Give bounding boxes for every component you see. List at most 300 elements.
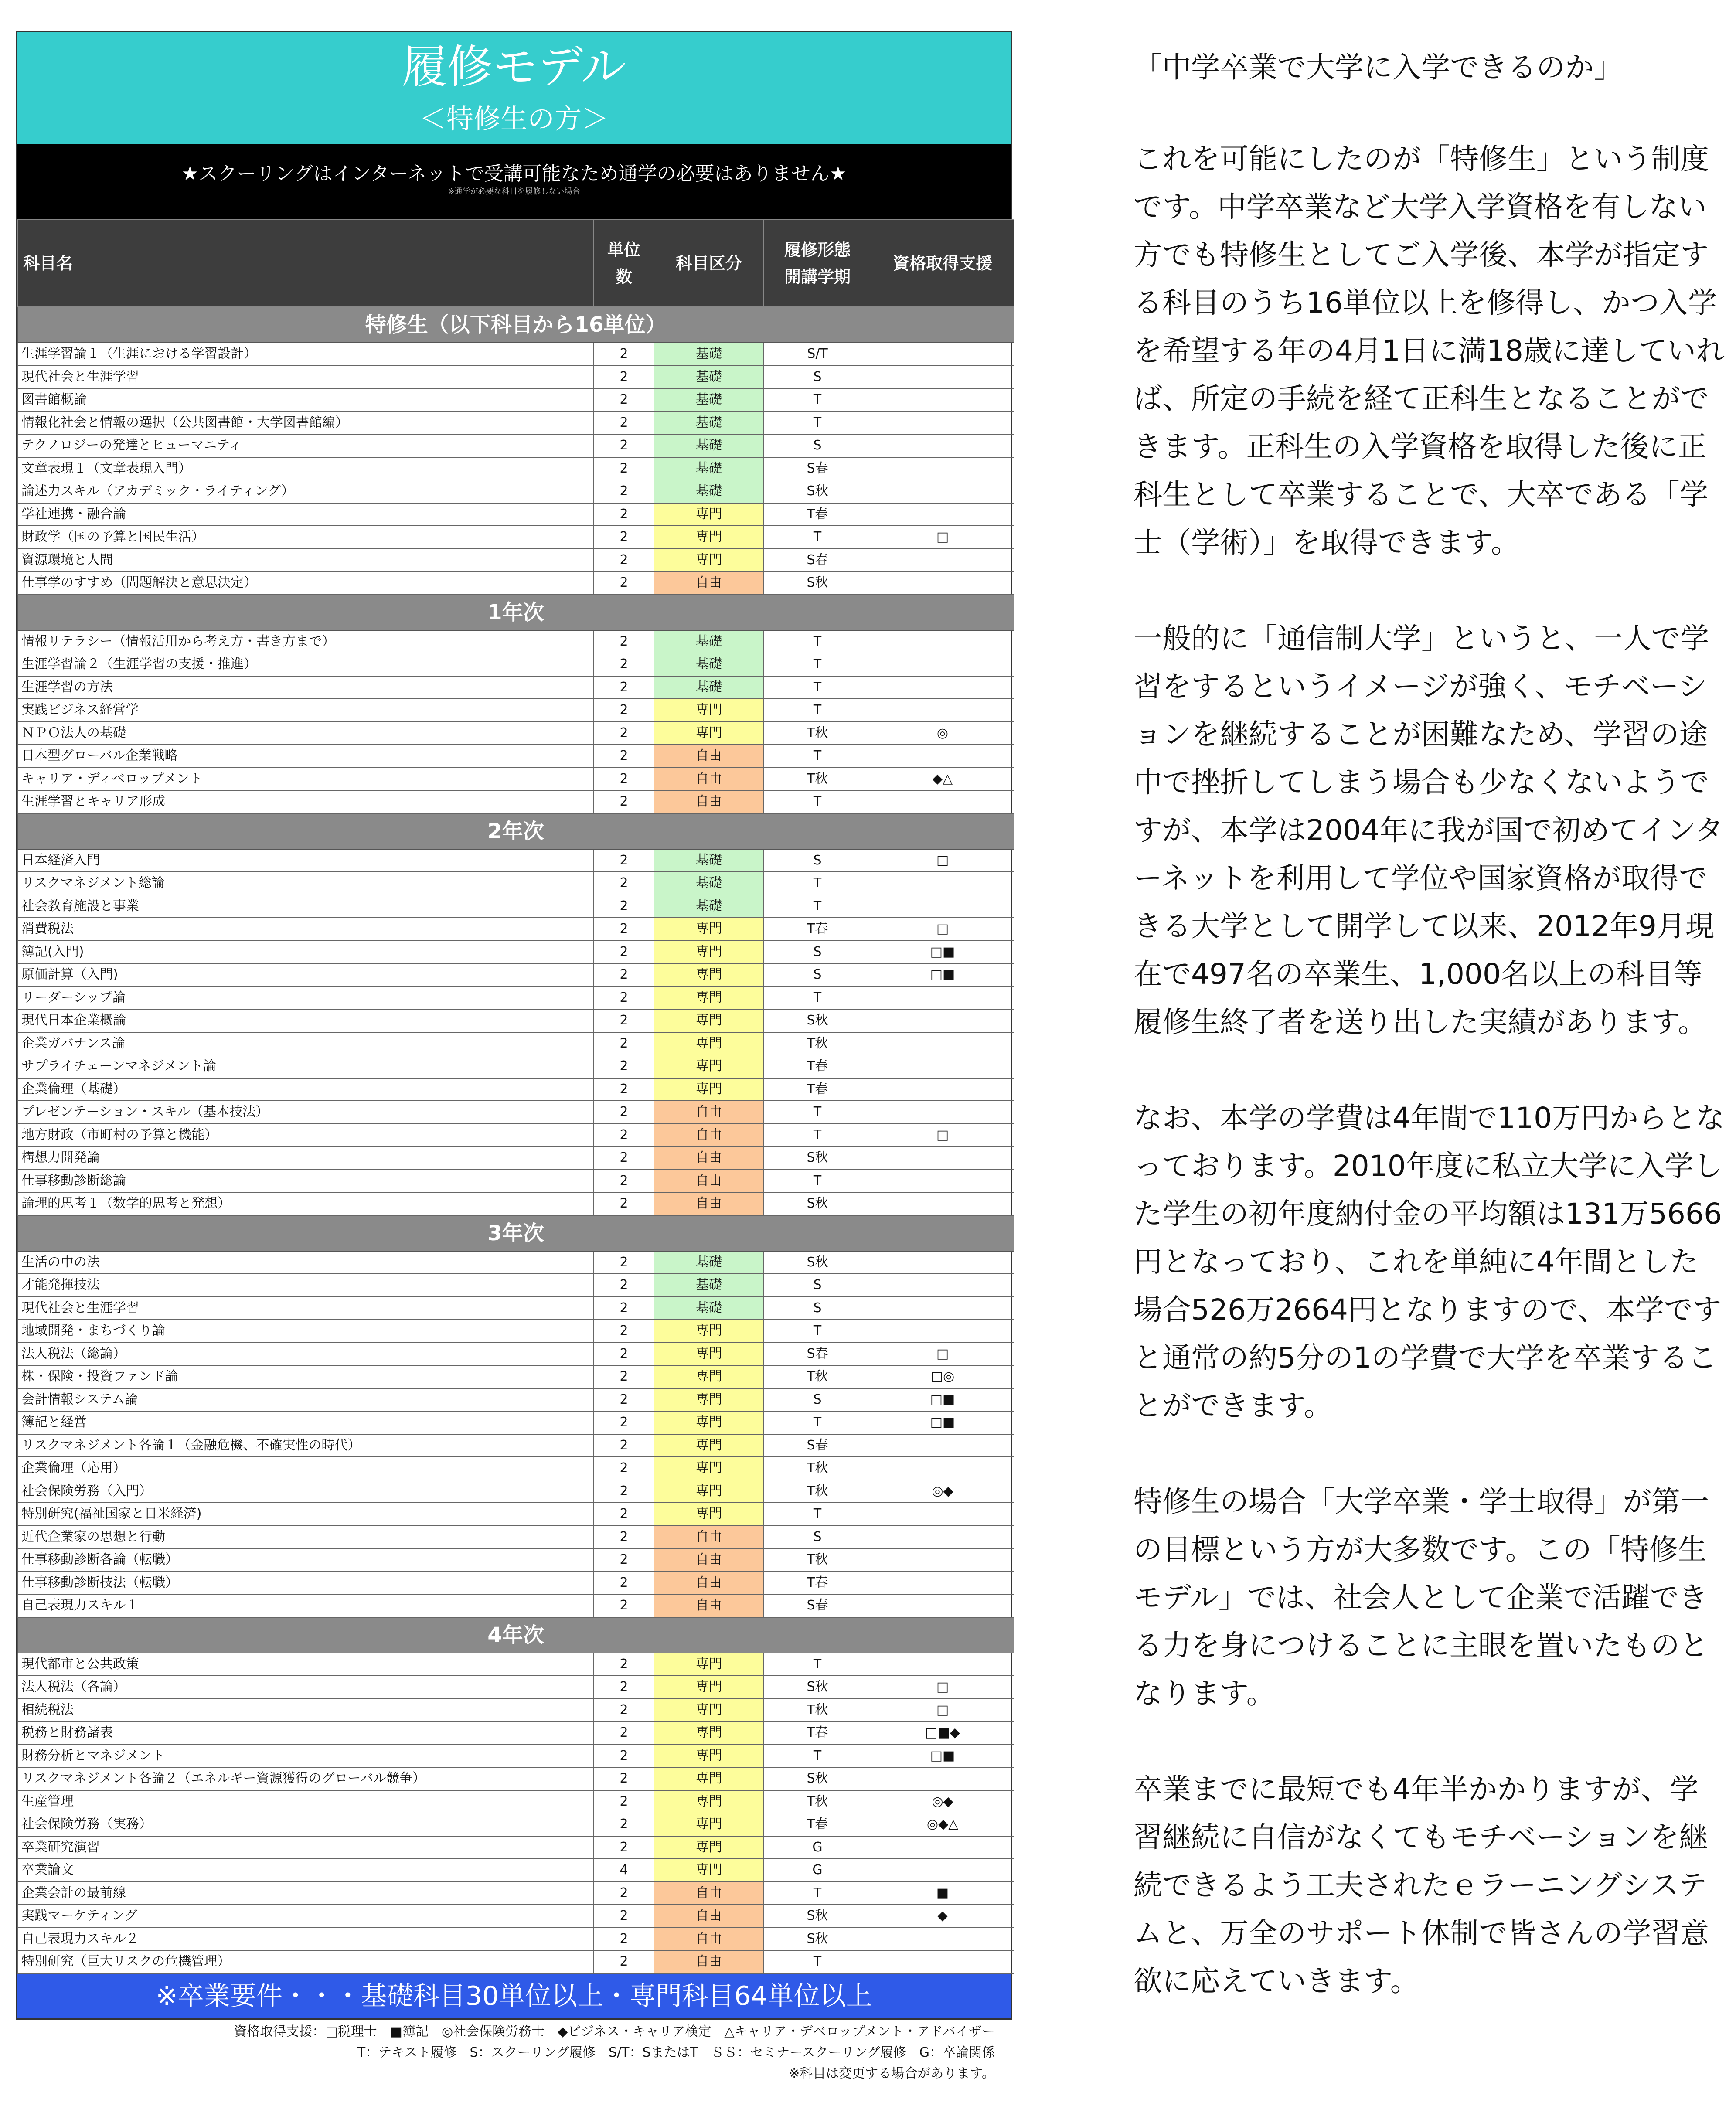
term-cell: S	[764, 1297, 871, 1320]
course-name-cell: 卒業研究演習	[17, 1836, 594, 1859]
support-cell	[871, 503, 1014, 526]
course-name-cell: プレゼンテーション・スキル（基本技法）	[17, 1101, 594, 1124]
course-name-cell: 地域開発・まちづくり論	[17, 1320, 594, 1343]
support-cell	[871, 434, 1014, 457]
support-cell	[871, 549, 1014, 572]
course-name-cell: 生涯学習論１（生涯における学習設計）	[17, 343, 594, 366]
units-cell: 2	[594, 1388, 654, 1412]
table-row	[17, 1480, 1014, 1503]
course-name-cell: 社会教育施設と事業	[17, 895, 594, 918]
units-cell: 2	[594, 1503, 654, 1526]
category-cell: 専門	[654, 918, 764, 941]
units-cell: 2	[594, 1251, 654, 1274]
term-cell: T春	[764, 1055, 871, 1078]
table-header-row	[17, 220, 1014, 307]
term-cell: S	[764, 963, 871, 987]
term-cell: T秋	[764, 1457, 871, 1480]
support-cell	[871, 1859, 1014, 1882]
units-cell: 2	[594, 1905, 654, 1928]
term-cell: T	[764, 987, 871, 1010]
table-row	[17, 1147, 1014, 1170]
category-cell: 基礎	[654, 412, 764, 435]
units-cell: 2	[594, 1297, 654, 1320]
term-cell: T春	[764, 1078, 871, 1101]
category-cell: 専門	[654, 1767, 764, 1790]
units-cell: 2	[594, 366, 654, 389]
table-row	[17, 1320, 1014, 1343]
table-row	[17, 849, 1014, 872]
course-name-cell: 株・保険・投資ファンド論	[17, 1365, 594, 1388]
course-name-cell: 税務と財務諸表	[17, 1722, 594, 1745]
term-cell: T秋	[764, 1790, 871, 1813]
section-title: 3年次	[17, 1215, 1014, 1251]
column-header-support: 資格取得支援	[871, 220, 1014, 307]
units-cell: 2	[594, 526, 654, 549]
course-name-cell: 近代企業家の思想と行動	[17, 1526, 594, 1549]
category-cell: 自由	[654, 768, 764, 791]
support-cell	[871, 1078, 1014, 1101]
table-row	[17, 722, 1014, 745]
support-cell	[871, 790, 1014, 813]
category-cell: 専門	[654, 1343, 764, 1366]
support-cell	[871, 1767, 1014, 1790]
category-cell: 専門	[654, 963, 764, 987]
term-cell: S	[764, 941, 871, 964]
table-row	[17, 1859, 1014, 1882]
section-header-row	[17, 1617, 1014, 1653]
term-cell: T春	[764, 918, 871, 941]
term-cell: S秋	[764, 480, 871, 503]
table-row	[17, 653, 1014, 676]
support-cell	[871, 1836, 1014, 1859]
units-cell: 2	[594, 1434, 654, 1457]
units-cell: 2	[594, 480, 654, 503]
term-cell: S春	[764, 549, 871, 572]
course-name-cell: リーダーシップ論	[17, 987, 594, 1010]
units-cell: 2	[594, 1548, 654, 1572]
category-cell: 自由	[654, 1594, 764, 1617]
units-cell: 2	[594, 1009, 654, 1032]
units-cell: 4	[594, 1859, 654, 1882]
course-name-cell: 仕事移動診断技法（転職）	[17, 1572, 594, 1595]
category-cell: 専門	[654, 1503, 764, 1526]
category-cell: 自由	[654, 1192, 764, 1215]
category-cell: 専門	[654, 1032, 764, 1055]
term-cell: T	[764, 1124, 871, 1147]
category-cell: 専門	[654, 1055, 764, 1078]
category-cell: 専門	[654, 1411, 764, 1434]
title-banner	[17, 32, 1011, 144]
support-cell	[871, 457, 1014, 480]
page-title: 履修モデル	[402, 40, 626, 93]
support-cell	[871, 1320, 1014, 1343]
term-cell: T	[764, 745, 871, 768]
table-row	[17, 676, 1014, 699]
category-cell: 基礎	[654, 872, 764, 895]
support-cell	[871, 1101, 1014, 1124]
table-row	[17, 699, 1014, 722]
category-cell: 基礎	[654, 343, 764, 366]
units-cell: 2	[594, 987, 654, 1010]
category-cell: 自由	[654, 1124, 764, 1147]
term-cell: T	[764, 699, 871, 722]
support-cell: □	[871, 1343, 1014, 1366]
section-header-row	[17, 307, 1014, 343]
term-cell: S秋	[764, 1009, 871, 1032]
table-row	[17, 526, 1014, 549]
category-cell: 基礎	[654, 366, 764, 389]
course-name-cell: 生涯学習とキャリア形成	[17, 790, 594, 813]
category-cell: 専門	[654, 987, 764, 1010]
term-cell: S秋	[764, 1676, 871, 1699]
units-cell: 2	[594, 768, 654, 791]
term-cell: T	[764, 630, 871, 653]
support-cell	[871, 1170, 1014, 1193]
table-row	[17, 1745, 1014, 1768]
table-row	[17, 1032, 1014, 1055]
course-name-cell: 企業倫理（応用）	[17, 1457, 594, 1480]
term-cell: S秋	[764, 1905, 871, 1928]
legend-notes	[16, 2020, 1012, 2084]
units-cell: 2	[594, 457, 654, 480]
category-cell: 専門	[654, 1078, 764, 1101]
units-cell: 2	[594, 1836, 654, 1859]
course-name-cell: 企業倫理（基礎）	[17, 1078, 594, 1101]
support-cell	[871, 676, 1014, 699]
units-cell: 2	[594, 434, 654, 457]
category-cell: 専門	[654, 549, 764, 572]
term-cell: T	[764, 790, 871, 813]
category-cell: 基礎	[654, 1251, 764, 1274]
units-cell: 2	[594, 630, 654, 653]
course-name-cell: 才能発揮技法	[17, 1274, 594, 1297]
units-cell: 2	[594, 549, 654, 572]
article-paragraph: 一般的に「通信制大学」というと、一人で学習をするというイメージが強く、モチベーションを継続することが困難なため、学習の途中で挫折してしまう場合も少なくないようですが、本学は2004年に我が国で初めてインターネットを利用して学位や国家資格が取得できる大学として開学して以来、2012年9月現在で497名の卒業生、1,000名以上の科目等履修生終了者を送り出した実績があります。	[1134, 622, 1724, 1039]
term-cell: S秋	[764, 1767, 871, 1790]
course-name-cell: 現代都市と公共政策	[17, 1653, 594, 1676]
course-name-cell: 法人税法（総論）	[17, 1343, 594, 1366]
table-row	[17, 1905, 1014, 1928]
support-cell	[871, 1928, 1014, 1951]
term-cell: T	[764, 895, 871, 918]
table-row	[17, 1192, 1014, 1215]
category-cell: 基礎	[654, 676, 764, 699]
category-cell: 専門	[654, 1653, 764, 1676]
category-cell: 専門	[654, 699, 764, 722]
term-cell: S/T	[764, 343, 871, 366]
support-cell	[871, 653, 1014, 676]
category-cell: 自由	[654, 1147, 764, 1170]
table-row	[17, 1950, 1014, 1973]
term-cell: T春	[764, 1722, 871, 1745]
course-name-cell: 論述力スキル（アカデミック・ライティング）	[17, 480, 594, 503]
course-name-cell: 特別研究(福祉国家と日米経済)	[17, 1503, 594, 1526]
course-name-cell: 簿記(入門)	[17, 941, 594, 964]
course-name-cell: 自己表現力スキル１	[17, 1594, 594, 1617]
article-text	[1134, 44, 1726, 2053]
term-cell: T	[764, 1101, 871, 1124]
term-cell: S秋	[764, 1251, 871, 1274]
table-row	[17, 1813, 1014, 1836]
category-cell: 自由	[654, 1572, 764, 1595]
course-name-cell: 生活の中の法	[17, 1251, 594, 1274]
units-cell: 2	[594, 1882, 654, 1905]
table-row	[17, 412, 1014, 435]
table-row	[17, 1526, 1014, 1549]
units-cell: 2	[594, 1790, 654, 1813]
term-cell: S秋	[764, 1147, 871, 1170]
term-cell: S	[764, 1274, 871, 1297]
term-cell: T	[764, 388, 871, 412]
support-cell: □■◆	[871, 1722, 1014, 1745]
term-cell: T	[764, 1411, 871, 1434]
category-cell: 専門	[654, 1480, 764, 1503]
course-name-cell: リスクマネジメント各論２（エネルギー資源獲得のグローバル競争）	[17, 1767, 594, 1790]
column-header-units-line1: 単位	[607, 240, 640, 259]
course-name-cell: 財務分析とマネジメント	[17, 1745, 594, 1768]
support-cell	[871, 1950, 1014, 1973]
term-cell: T春	[764, 1813, 871, 1836]
table-row	[17, 1365, 1014, 1388]
course-name-cell: 現代社会と生涯学習	[17, 1297, 594, 1320]
table-row	[17, 963, 1014, 987]
section-title: 2年次	[17, 813, 1014, 849]
table-row	[17, 503, 1014, 526]
term-cell: T	[764, 1882, 871, 1905]
column-header-units-line2: 数	[615, 267, 632, 286]
units-cell: 2	[594, 676, 654, 699]
units-cell: 2	[594, 1526, 654, 1549]
support-cell	[871, 1274, 1014, 1297]
units-cell: 2	[594, 1274, 654, 1297]
units-cell: 2	[594, 1147, 654, 1170]
support-cell: ◎	[871, 722, 1014, 745]
support-cell	[871, 1548, 1014, 1572]
support-cell	[871, 872, 1014, 895]
table-row	[17, 630, 1014, 653]
section-header-row	[17, 813, 1014, 849]
units-cell: 2	[594, 1767, 654, 1790]
column-header-units	[594, 220, 654, 307]
units-cell: 2	[594, 1320, 654, 1343]
category-cell: 基礎	[654, 480, 764, 503]
units-cell: 2	[594, 1699, 654, 1722]
units-cell: 2	[594, 1722, 654, 1745]
support-cell	[871, 1572, 1014, 1595]
units-cell: 2	[594, 1170, 654, 1193]
table-row	[17, 572, 1014, 595]
support-cell: ◆	[871, 1905, 1014, 1928]
category-cell: 自由	[654, 1101, 764, 1124]
course-table	[17, 219, 1014, 1974]
table-row	[17, 549, 1014, 572]
term-cell: T	[764, 872, 871, 895]
category-cell: 自由	[654, 1950, 764, 1973]
category-cell: 専門	[654, 1722, 764, 1745]
category-cell: 専門	[654, 1836, 764, 1859]
category-cell: 専門	[654, 1859, 764, 1882]
units-cell: 2	[594, 872, 654, 895]
course-name-cell: 日本型グローバル企業戦略	[17, 745, 594, 768]
category-cell: 専門	[654, 1813, 764, 1836]
units-cell: 2	[594, 1950, 654, 1973]
category-cell: 基礎	[654, 653, 764, 676]
table-row	[17, 872, 1014, 895]
units-cell: 2	[594, 343, 654, 366]
course-name-cell: 生産管理	[17, 1790, 594, 1813]
units-cell: 2	[594, 1411, 654, 1434]
course-name-cell: 自己表現力スキル２	[17, 1928, 594, 1951]
term-cell: T	[764, 412, 871, 435]
category-cell: 自由	[654, 1526, 764, 1549]
table-row	[17, 1078, 1014, 1101]
term-cell: T秋	[764, 722, 871, 745]
support-cell: □	[871, 849, 1014, 872]
category-cell: 専門	[654, 722, 764, 745]
term-cell: S	[764, 849, 871, 872]
units-cell: 2	[594, 1480, 654, 1503]
category-cell: 自由	[654, 745, 764, 768]
term-cell: S	[764, 366, 871, 389]
support-cell: □■	[871, 963, 1014, 987]
course-name-cell: 社会保険労務（入門）	[17, 1480, 594, 1503]
units-cell: 2	[594, 1928, 654, 1951]
term-cell: S春	[764, 457, 871, 480]
article-paragraph: 卒業までに最短でも4年半かかりますが、学習継続に自信がなくてもモチベーションを継続できるよう工夫されたｅラーニングシステムと、万全のサポート体制で皆さんの学習意欲に応えていきます。	[1134, 1773, 1709, 1998]
column-header-form	[764, 220, 871, 307]
table-row	[17, 457, 1014, 480]
category-cell: 基礎	[654, 457, 764, 480]
support-cell	[871, 630, 1014, 653]
support-cell: □	[871, 1676, 1014, 1699]
column-header-category: 科目区分	[654, 220, 764, 307]
term-cell: T	[764, 1653, 871, 1676]
term-cell: S秋	[764, 572, 871, 595]
table-row	[17, 790, 1014, 813]
table-row	[17, 1101, 1014, 1124]
support-cell	[871, 1457, 1014, 1480]
graduation-requirement: ※卒業要件・・・基礎科目30単位以上・専門科目64単位以上	[17, 1974, 1011, 2018]
course-name-cell: ＮＰＯ法人の基礎	[17, 722, 594, 745]
units-cell: 2	[594, 699, 654, 722]
category-cell: 専門	[654, 1745, 764, 1768]
legend-support: 資格取得支援：□税理士 ■簿記 ◎社会保険労務士 ◆ビジネス・キャリア検定 △キャリア・デベロップメント・アドバイザー	[234, 2024, 995, 2039]
course-name-cell: 情報化社会と情報の選択（公共図書館・大学図書館編）	[17, 412, 594, 435]
category-cell: 専門	[654, 1434, 764, 1457]
article-paragraph: 特修生の場合「大学卒業・学士取得」が第一の目標という方が大多数です。この「特修生モデル」では、社会人として企業で活躍できる力を身につけることに主眼を置いたものとなります。	[1134, 1485, 1709, 1710]
legend-disclaimer: ※科目は変更する場合があります。	[789, 2065, 995, 2081]
category-cell: 専門	[654, 503, 764, 526]
term-cell: S春	[764, 1594, 871, 1617]
category-cell: 専門	[654, 1388, 764, 1412]
term-cell: S	[764, 1388, 871, 1412]
category-cell: 自由	[654, 1928, 764, 1951]
column-header-name: 科目名	[17, 220, 594, 307]
table-row	[17, 1055, 1014, 1078]
term-cell: T秋	[764, 1365, 871, 1388]
course-name-cell: サプライチェーンマネジメント論	[17, 1055, 594, 1078]
term-cell: T秋	[764, 1699, 871, 1722]
course-name-cell: 仕事移動診断総論	[17, 1170, 594, 1193]
term-cell: T	[764, 653, 871, 676]
term-cell: T秋	[764, 1480, 871, 1503]
category-cell: 専門	[654, 1790, 764, 1813]
support-cell	[871, 745, 1014, 768]
course-name-cell: 地方財政（市町村の予算と機能）	[17, 1124, 594, 1147]
support-cell: □	[871, 918, 1014, 941]
table-row	[17, 1343, 1014, 1366]
support-cell	[871, 1434, 1014, 1457]
course-name-cell: 現代社会と生涯学習	[17, 366, 594, 389]
course-name-cell: リスクマネジメント総論	[17, 872, 594, 895]
table-row	[17, 1388, 1014, 1412]
table-row	[17, 480, 1014, 503]
support-cell: □◎	[871, 1365, 1014, 1388]
units-cell: 2	[594, 849, 654, 872]
table-row	[17, 366, 1014, 389]
category-cell: 自由	[654, 1882, 764, 1905]
units-cell: 2	[594, 388, 654, 412]
term-cell: S	[764, 1526, 871, 1549]
category-cell: 自由	[654, 1905, 764, 1928]
category-cell: 専門	[654, 1320, 764, 1343]
table-row	[17, 1572, 1014, 1595]
support-cell: □	[871, 1699, 1014, 1722]
support-cell	[871, 343, 1014, 366]
category-cell: 専門	[654, 941, 764, 964]
category-cell: 専門	[654, 1365, 764, 1388]
units-cell: 2	[594, 1594, 654, 1617]
units-cell: 2	[594, 1343, 654, 1366]
table-row	[17, 1548, 1014, 1572]
course-name-cell: 日本経済入門	[17, 849, 594, 872]
table-row	[17, 343, 1014, 366]
support-cell: ◎◆△	[871, 1813, 1014, 1836]
units-cell: 2	[594, 963, 654, 987]
term-cell: T春	[764, 503, 871, 526]
category-cell: 専門	[654, 1676, 764, 1699]
course-name-cell: 生涯学習の方法	[17, 676, 594, 699]
term-cell: T	[764, 1950, 871, 1973]
term-cell: T秋	[764, 768, 871, 791]
category-cell: 自由	[654, 1548, 764, 1572]
units-cell: 2	[594, 790, 654, 813]
support-cell	[871, 895, 1014, 918]
course-name-cell: 資源環境と人間	[17, 549, 594, 572]
table-row	[17, 1790, 1014, 1813]
units-cell: 2	[594, 918, 654, 941]
category-cell: 基礎	[654, 849, 764, 872]
units-cell: 2	[594, 1745, 654, 1768]
category-cell: 専門	[654, 1009, 764, 1032]
units-cell: 2	[594, 653, 654, 676]
category-cell: 自由	[654, 572, 764, 595]
support-cell: ◎◆	[871, 1480, 1014, 1503]
table-row	[17, 1722, 1014, 1745]
table-row	[17, 1699, 1014, 1722]
table-row	[17, 1503, 1014, 1526]
support-cell: □■	[871, 941, 1014, 964]
table-row	[17, 1457, 1014, 1480]
course-name-cell: 現代日本企業概論	[17, 1009, 594, 1032]
support-cell: □	[871, 1124, 1014, 1147]
course-model-table-frame	[16, 31, 1012, 2020]
category-cell: 基礎	[654, 434, 764, 457]
units-cell: 2	[594, 572, 654, 595]
units-cell: 2	[594, 1078, 654, 1101]
support-cell: □	[871, 526, 1014, 549]
support-cell	[871, 1526, 1014, 1549]
